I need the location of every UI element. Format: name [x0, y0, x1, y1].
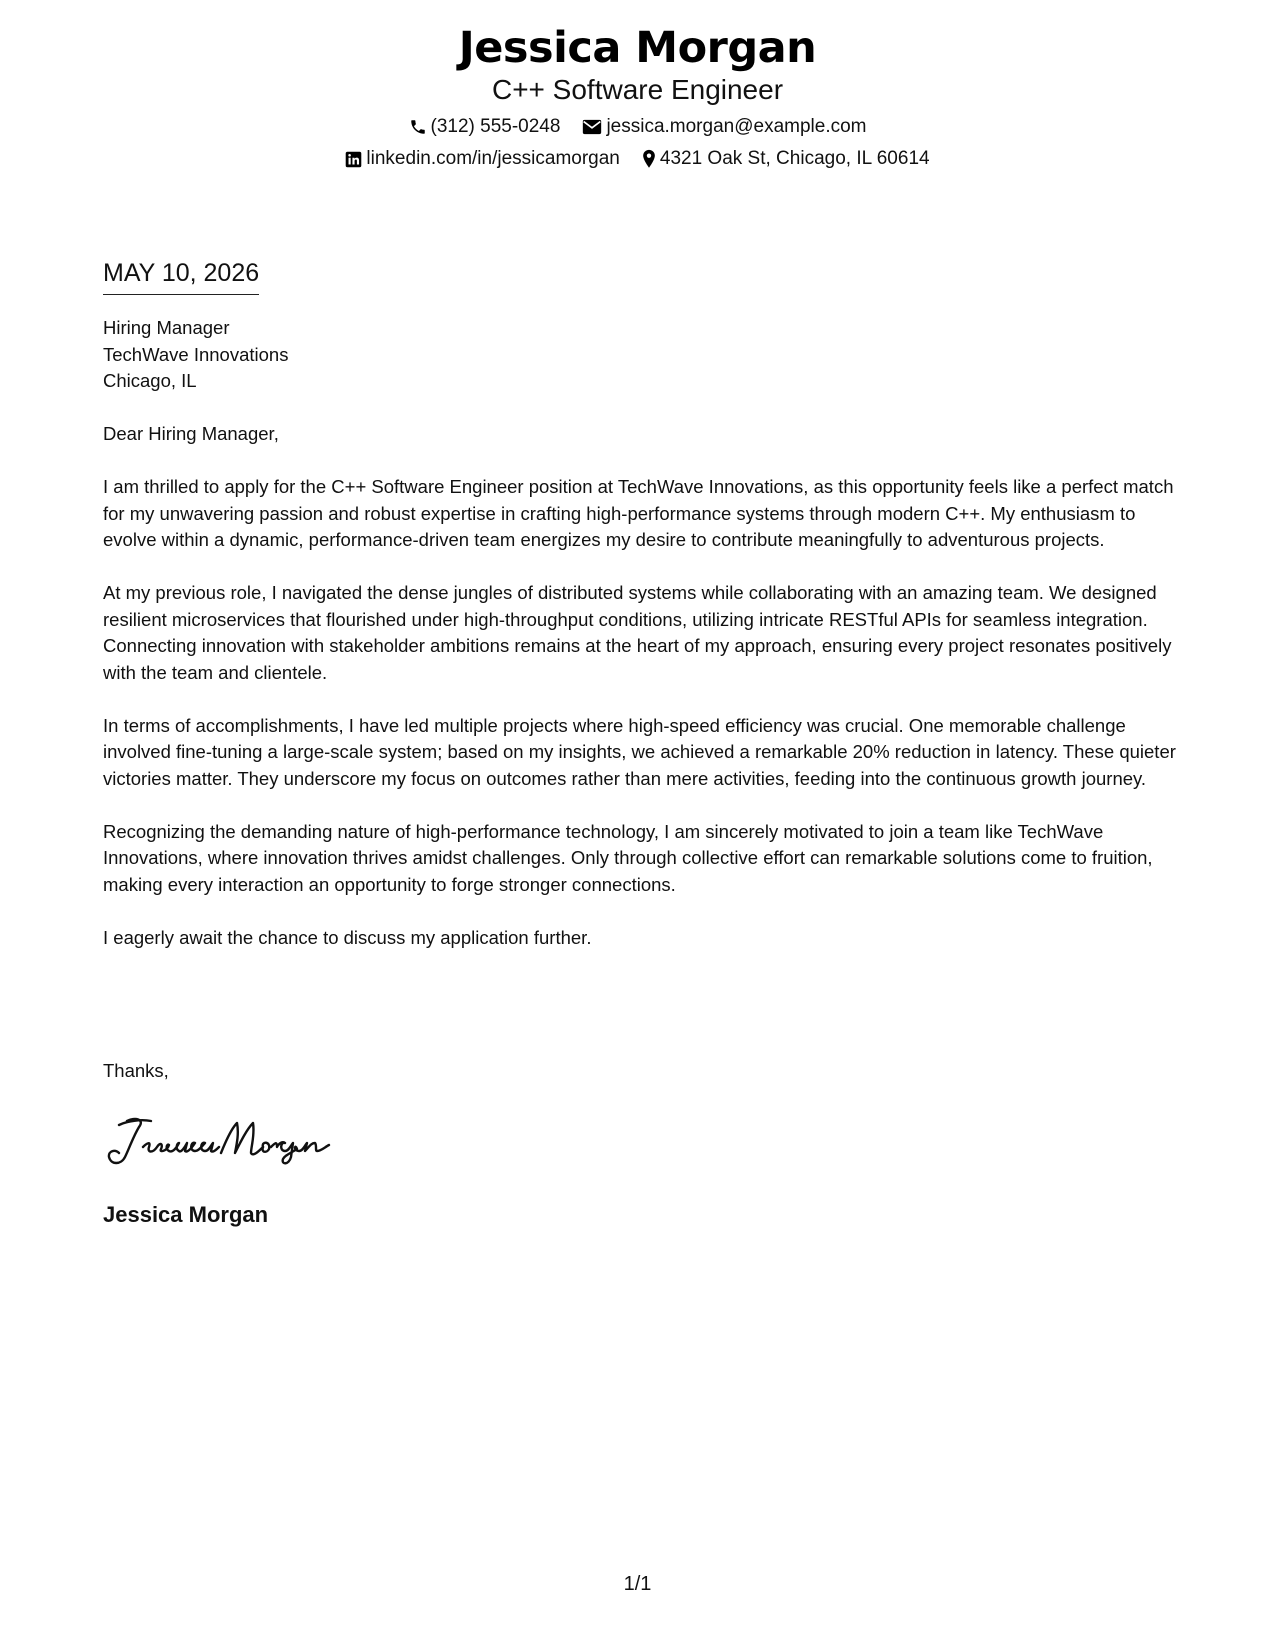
contact-row-primary — [0, 115, 1275, 139]
body-paragraph: I am thrilled to apply for the C++ Software Engineer position at TechWave Innovations, as this opportunity feels like a perfect match for my unwavering passion and robust expertise in crafting high-performance systems through modern C++. My enthusiasm to evolve within a dynamic, performance-driven team energizes my desire to contribute meaningfully to adventurous projects. — [103, 476, 1174, 550]
linkedin-url: linkedin.com/in/jessicamorgan — [366, 148, 620, 169]
body-paragraph: Recognizing the demanding nature of high-performance technology, I am sincerely motivated to join a team like TechWave Innovations, where innovation thrives amidst challenges. Only through collective effort can remarkable solutions come to fruition, making every interaction an opportunity to forge stronger connections. — [103, 820, 1153, 895]
letter-header — [0, 22, 1275, 171]
closing-phrase: Thanks, — [103, 1060, 169, 1081]
contact-email[interactable] — [582, 115, 866, 139]
phone-number: (312) 555-0248 — [430, 116, 561, 137]
contact-phone[interactable] — [409, 115, 561, 139]
letter-body — [103, 421, 1183, 978]
map-marker-icon — [642, 149, 656, 169]
email-address: jessica.morgan@example.com — [606, 116, 867, 137]
envelope-icon — [582, 119, 602, 135]
body-paragraph: At my previous role, I navigated the dense jungles of distributed systems while collaborating with an amazing team. We designed resilient microservices that flourished under high-throughput conditions, utilizing intricate RESTful APIs for seamless integration. Connecting innovation with stakeholder ambitions remains at the heart of my approach, ensuring every project resonates positively with the team and clientele. — [103, 582, 1172, 683]
recipient-location: Chicago, IL — [103, 370, 197, 391]
recipient-company: TechWave Innovations — [103, 343, 289, 365]
handwritten-signature — [105, 1113, 365, 1171]
recipient-title: Hiring Manager — [103, 317, 230, 338]
contact-address[interactable] — [642, 147, 930, 171]
body-paragraph: I eagerly await the chance to discuss my application further. — [103, 926, 592, 948]
salutation: Dear Hiring Manager, — [103, 423, 279, 444]
recipient-block — [103, 315, 288, 395]
letter-date: MAY 10, 2026 — [103, 258, 259, 295]
body-paragraph: In terms of accomplishments, I have led multiple projects where high-speed efficiency was crucial. One memorable challenge involved fine-tuning a large-scale system; based on my insights, we achieved a remarkable 20% reduction in latency. These quieter victories matter. They underscore my focus on outcomes rather than mere activities, feeding into the continuous growth journey. — [103, 714, 1176, 789]
applicant-title: C++ Software Engineer — [491, 74, 784, 105]
street-address: 4321 Oak St, Chicago, IL 60614 — [659, 148, 930, 169]
contact-row-secondary — [0, 147, 1275, 171]
signer-name: Jessica Morgan — [103, 1202, 269, 1227]
phone-icon — [409, 118, 427, 136]
contact-linkedin[interactable] — [345, 147, 619, 171]
applicant-name: Jessica Morgan — [458, 23, 817, 73]
linkedin-icon — [345, 151, 362, 168]
page-number: 1/1 — [623, 1573, 652, 1595]
